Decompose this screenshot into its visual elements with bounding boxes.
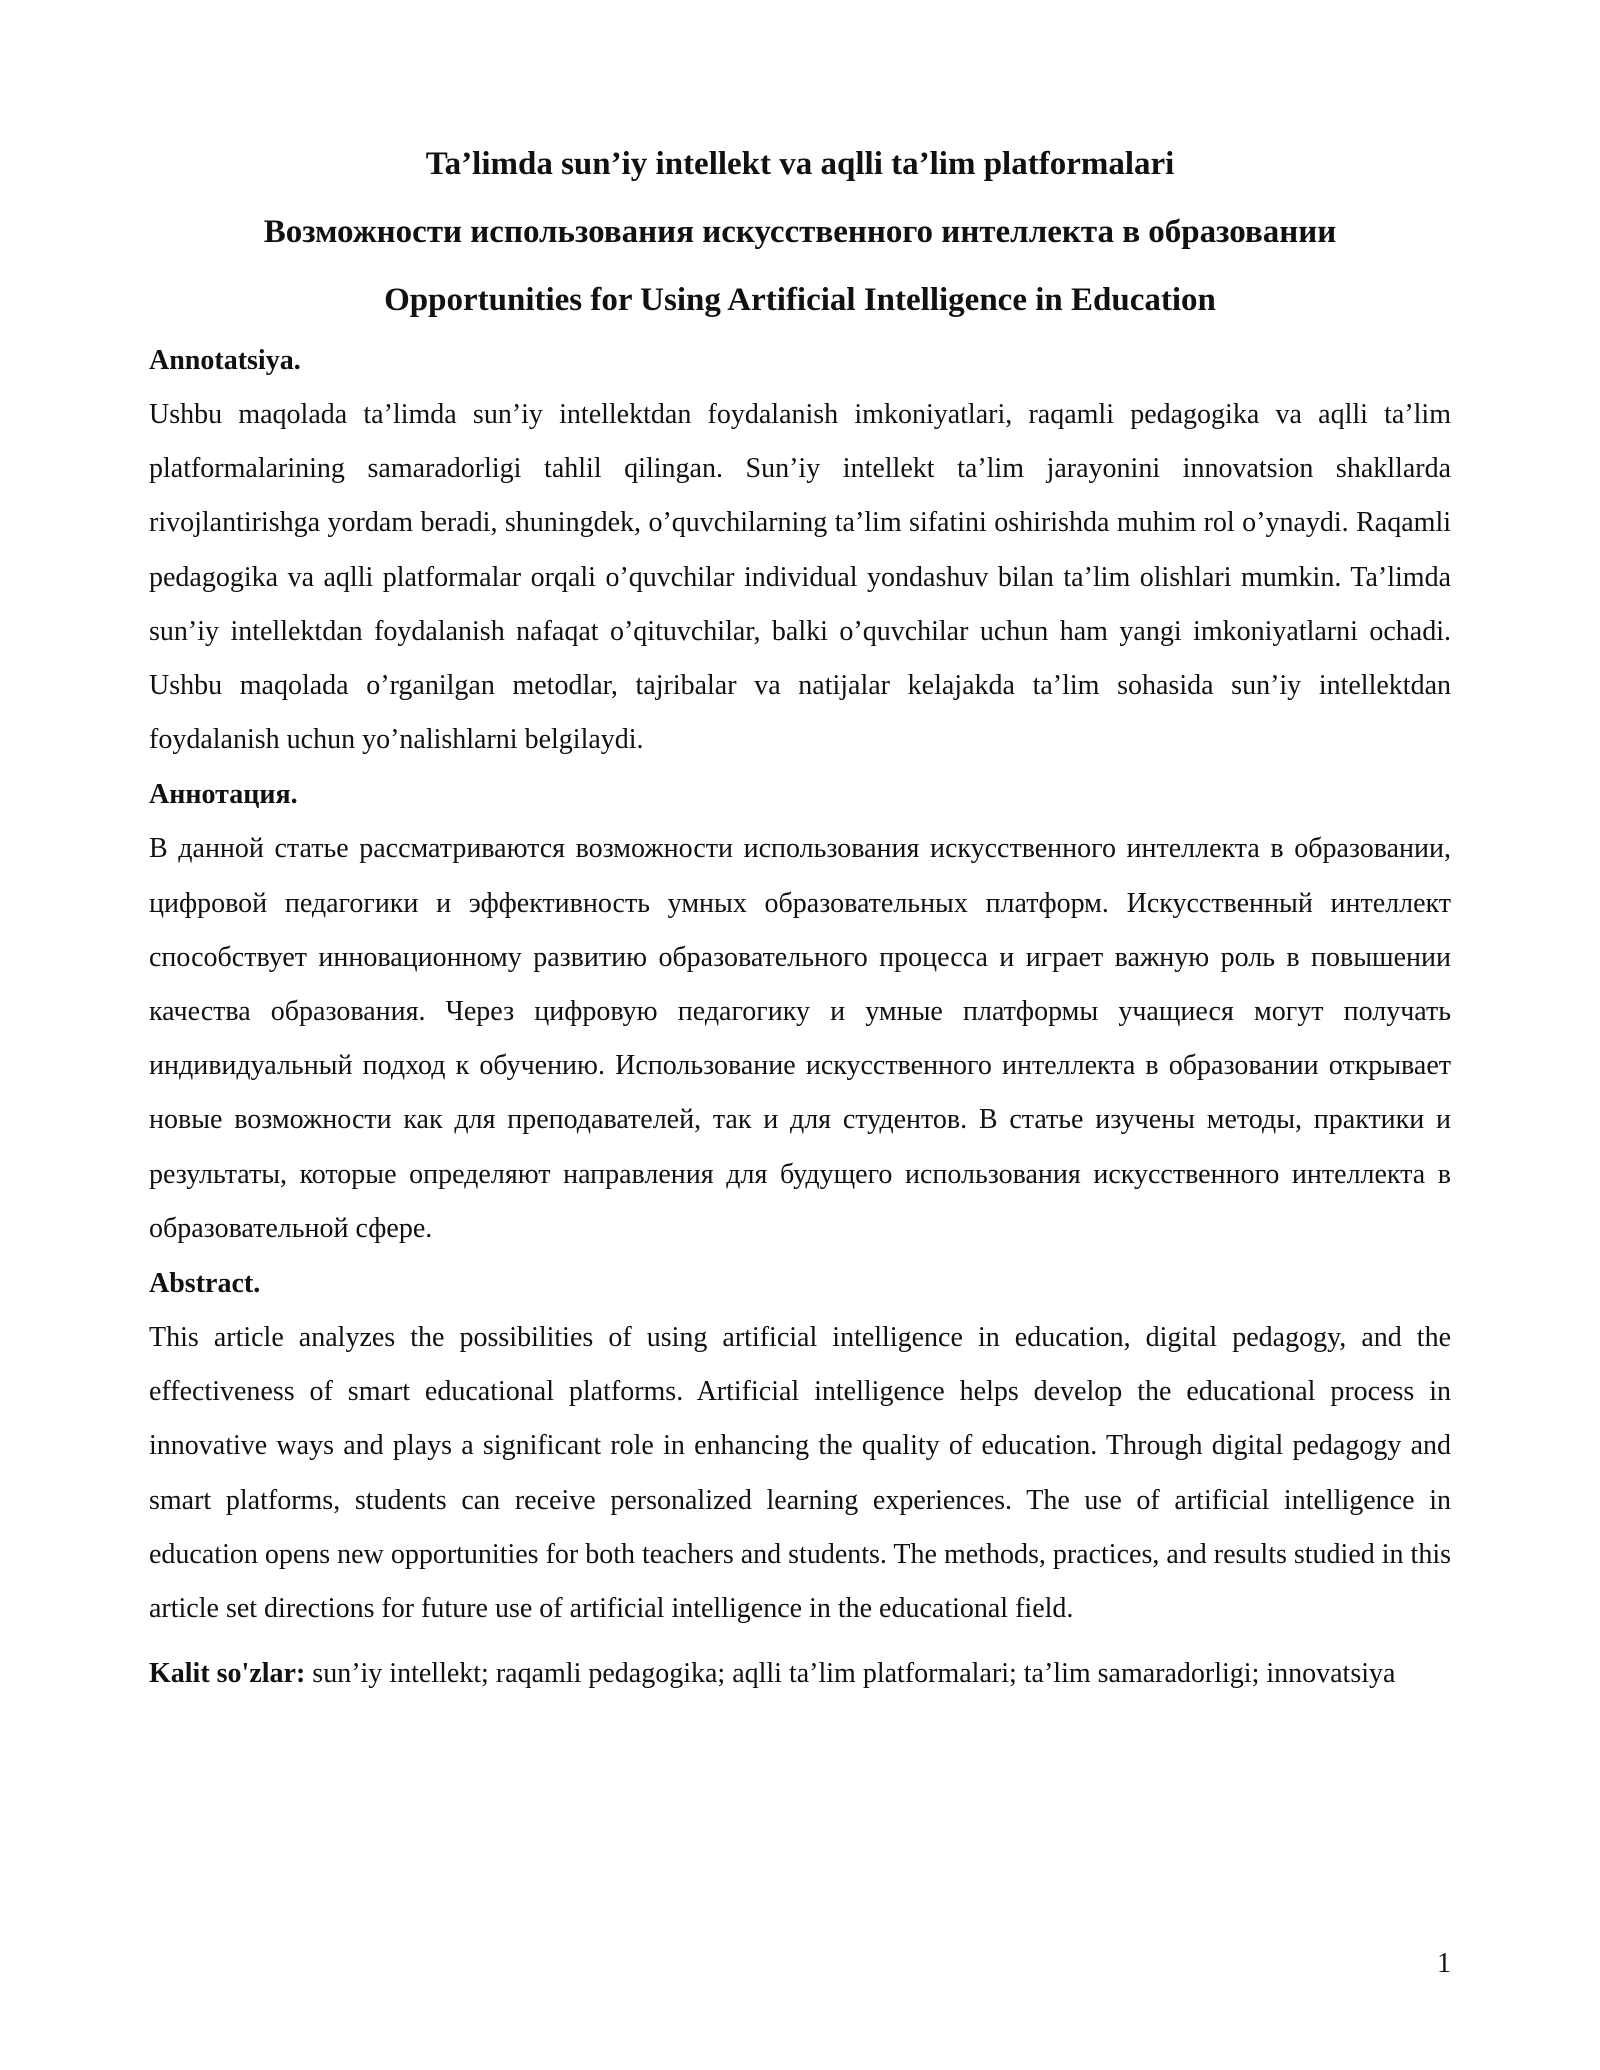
keywords-text: sun’iy intellekt; raqamli pedagogika; aqlli ta’lim platformalari; ta’lim samaradorligi; innovatsiya — [305, 1658, 1396, 1690]
page-number: 1 — [1437, 1948, 1451, 1979]
page-content — [149, 146, 1451, 1701]
abstract-en-heading: Abstract. — [149, 1268, 261, 1300]
title-uz: Ta’limda sun’iy intellekt va aqlli ta’lim platformalari — [425, 146, 1175, 182]
annotation-ru-text: В данной статье рассматриваются возможности использования искусственного интеллекта в образовании, цифровой педагогики и эффективность умных образовательных платформ. Искусственный интеллект способствует инновационному развитию образовательного процесса и играет важную роль в повышении качества образования. Через цифровую педагогику и умные платформы учащиеся могут получать индивидуальный подход к обучению. Использование искусственного интеллекта в образовании открывает новые возможности как для преподавателей, так и для студентов. В статье изучены методы, практики и результаты, которые определяют направления для будущего использования искусственного интеллекта в образовательной сфере. — [149, 833, 1451, 1244]
keywords-label: Kalit so'zlar: — [149, 1658, 306, 1690]
annotation-uz-text: Ushbu maqolada ta’limda sun’iy intellektdan foydalanish imkoniyatlari, raqamli pedagogika va aqlli ta’lim platformalarining samaradorligi tahlil qilingan. Sun’iy intellekt ta’lim jarayonini innovatsion shakllarda rivojlantirishga yordam beradi, shuningdek, o’quvchilarning ta’lim sifatini oshirishda muhim rol o’ynaydi. Raqamli pedagogika va aqlli platformalar orqali o’quvchilar individual yondashuv bilan ta’lim olishlari mumkin. Ta’limda sun’iy intellektdan foydalanish nafaqat o’qituvchilar, balki o’quvchilar uchun ham yangi imkoniyatlarni ochadi. Ushbu maqolada o’rganilgan metodlar, tajribalar va natijalar kelajakda ta’lim sohasida sun’iy intellektdan foydalanish uchun yo’nalishlarni belgilaydi. — [149, 399, 1451, 756]
annotation-ru-heading: Аннотация. — [149, 779, 298, 811]
title-en: Opportunities for Using Artificial Intelligence in Education — [384, 282, 1216, 318]
annotation-uz-heading: Annotatsiya. — [149, 345, 301, 376]
keywords-line — [149, 1647, 1451, 1701]
title-ru: Возможности использования искусственного интеллекта в образовании — [263, 214, 1337, 250]
abstract-en-text: This article analyzes the possibilities of using artificial intelligence in education, digital pedagogy, and the effectiveness of smart educational platforms. Artificial intelligence helps develop the educational process in innovative ways and plays a significant role in enhancing the quality of education. Through digital pedagogy and smart platforms, students can receive personalized learning experiences. The use of artificial intelligence in education opens new opportunities for both teachers and students. The methods, practices, and results studied in this article set directions for future use of artificial intelligence in the educational field. — [149, 1322, 1451, 1625]
